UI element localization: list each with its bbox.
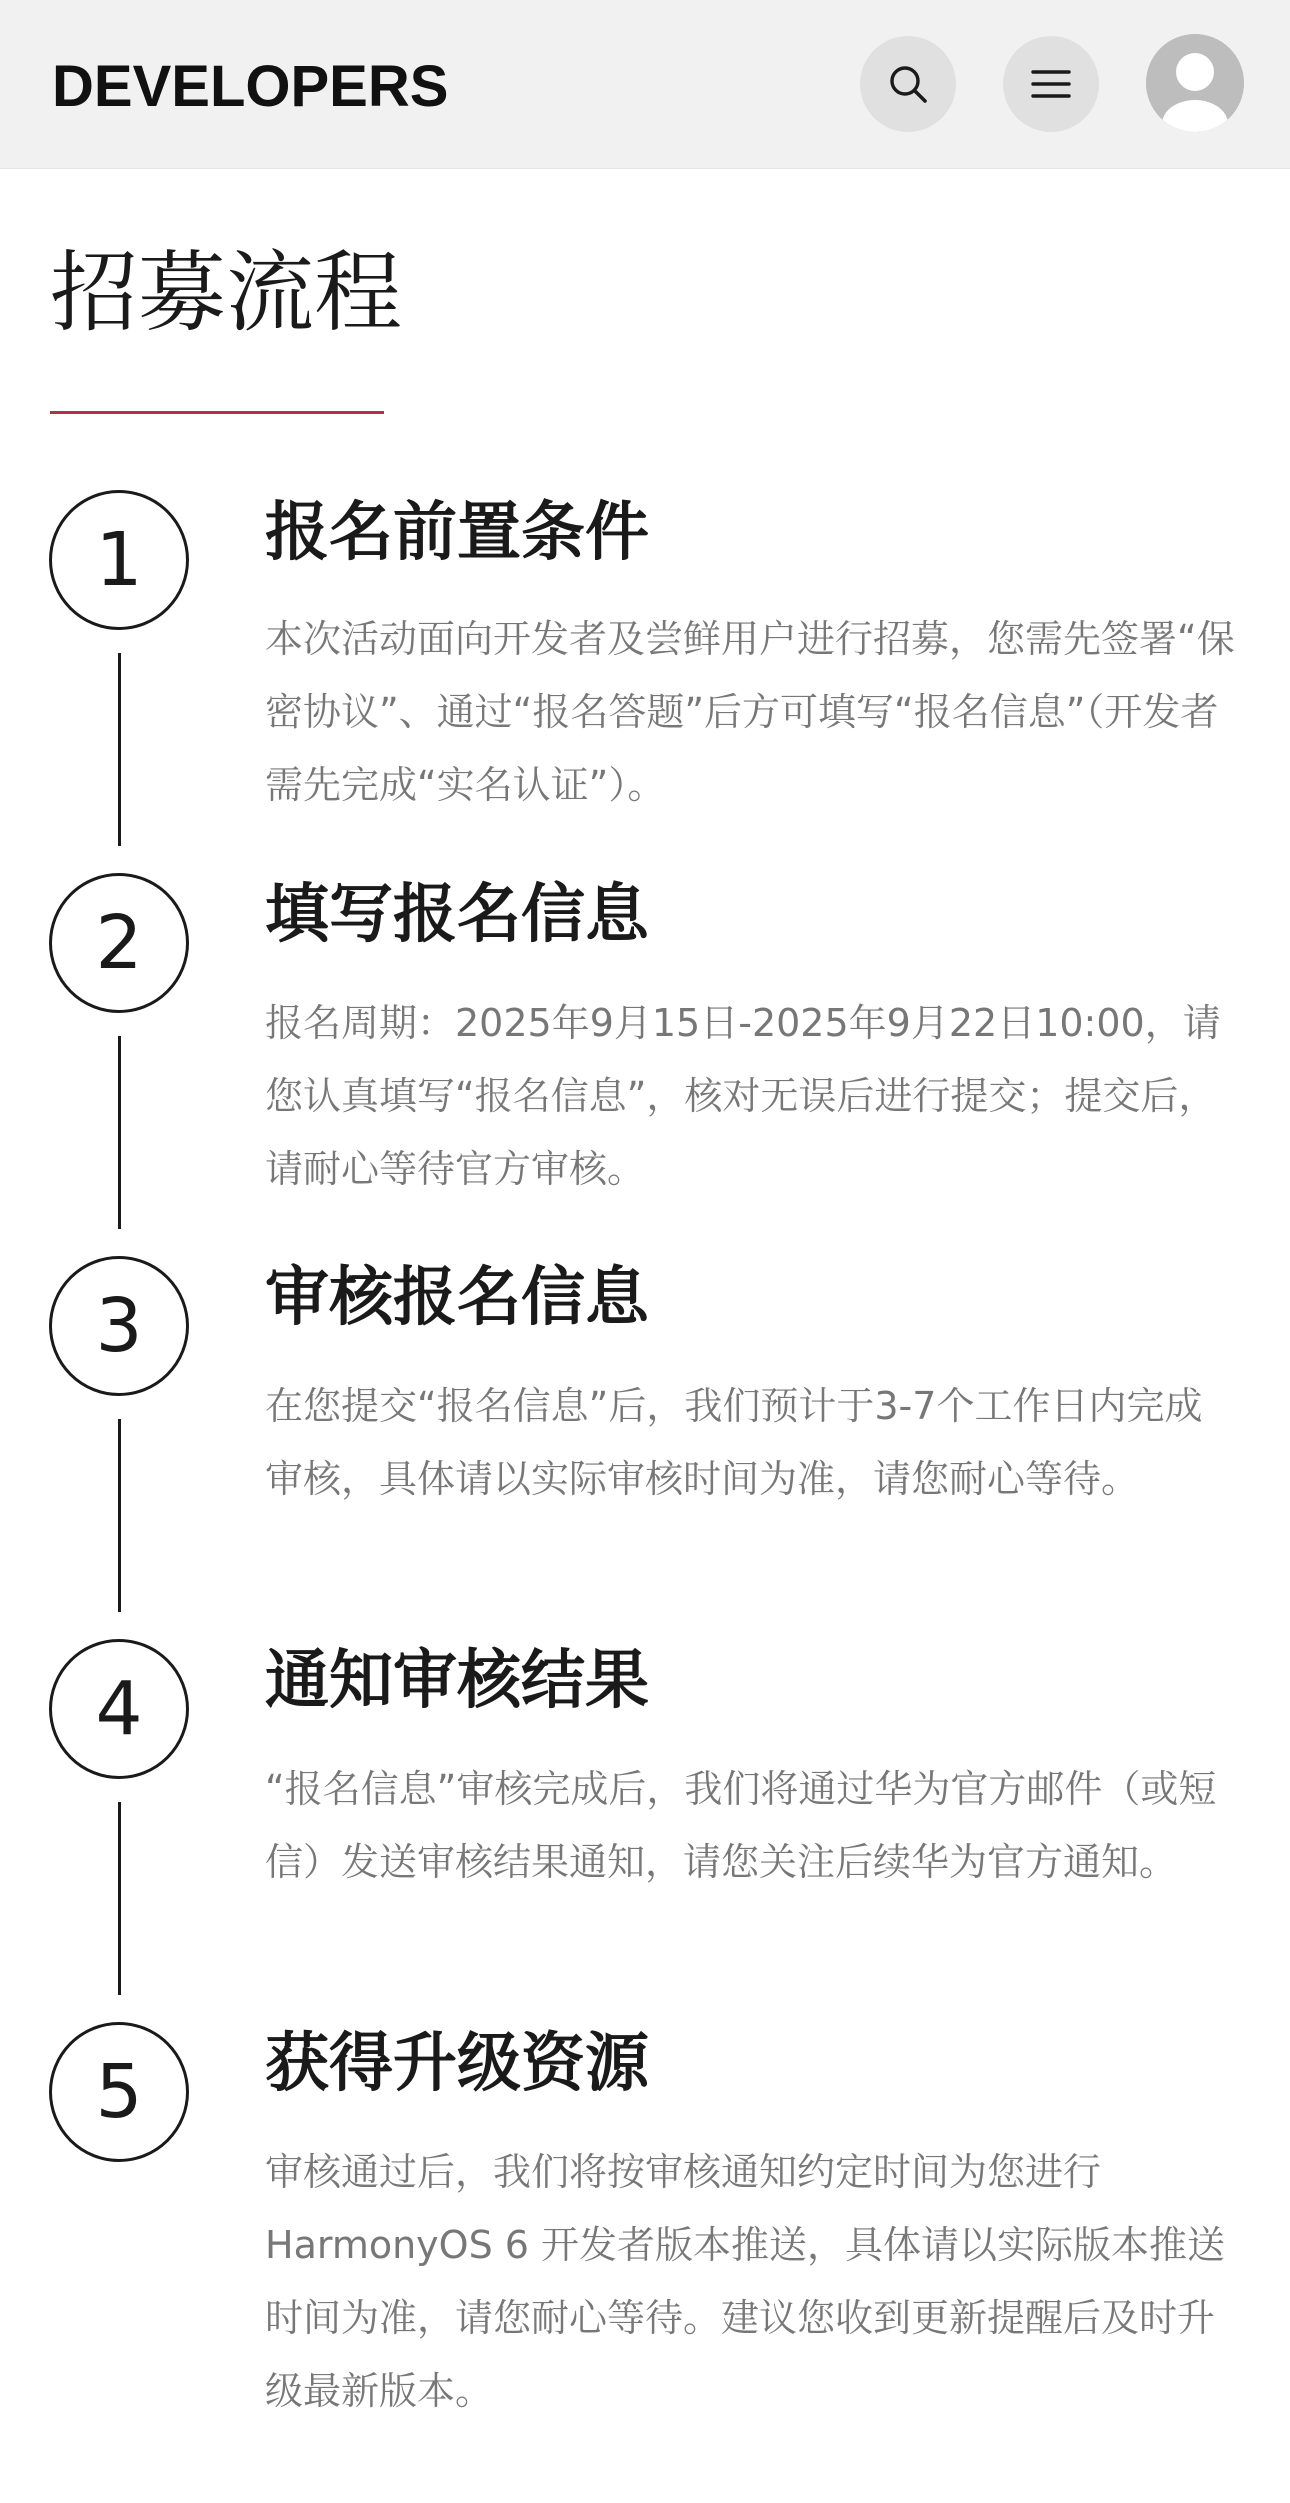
step-2-number: 2 <box>95 900 143 986</box>
step-connector-line <box>118 1802 121 1995</box>
step-1-title: 报名前置条件 <box>265 496 649 570</box>
step-5-description: 审核通过后，我们将按审核通知约定时间为您进行HarmonyOS 6 开发者版本推送，具体请以实际版本推送时间为准，请您耐心等待。建议您收到更新提醒后及时升级最新版本。 <box>265 2150 1226 2413</box>
step-3-title: 审核报名信息 <box>265 1261 649 1335</box>
step-1-description: 本次活动面向开发者及尝鲜用户进行招募，您需先签署“保密协议”、通过“报名答题”后方可填写“报名信息”（开发者需先完成“实名认证”）。 <box>265 617 1235 807</box>
step-2-title: 填写报名信息 <box>265 878 649 952</box>
step-4-number-circle <box>49 1639 189 1779</box>
step-connector-line <box>118 653 121 846</box>
step-4-description: “报名信息”审核完成后，我们将通过华为官方邮件（或短信）发送审核结果通知，请您关注后续华为官方通知。 <box>265 1767 1217 1884</box>
step-connector-line <box>118 1036 121 1229</box>
step-1-number-circle <box>49 490 189 630</box>
step-connector-line <box>118 1419 121 1612</box>
step-3-number-circle <box>49 1256 189 1396</box>
step-4-number: 4 <box>95 1666 143 1752</box>
step-2-number-circle <box>49 873 189 1013</box>
step-3-number: 3 <box>95 1283 143 1369</box>
step-3-description: 在您提交“报名信息”后，我们预计于3-7个工作日内完成审核，具体请以实际审核时间为准，请您耐心等待。 <box>265 1384 1203 1501</box>
step-5-title: 获得升级资源 <box>265 2027 649 2101</box>
step-4-title: 通知审核结果 <box>265 1644 649 1718</box>
step-2-description: 报名周期：2025年9月15日-2025年9月22日10:00，请您认真填写“报名信息”，核对无误后进行提交；提交后，请耐心等待官方审核。 <box>265 1001 1221 1191</box>
step-1-number: 1 <box>95 517 143 603</box>
step-5-number: 5 <box>95 2049 143 2135</box>
page-title: 招募流程 <box>50 241 403 344</box>
developers-logo[interactable]: DEVELOPERS <box>52 54 449 119</box>
step-5-number-circle <box>49 2022 189 2162</box>
